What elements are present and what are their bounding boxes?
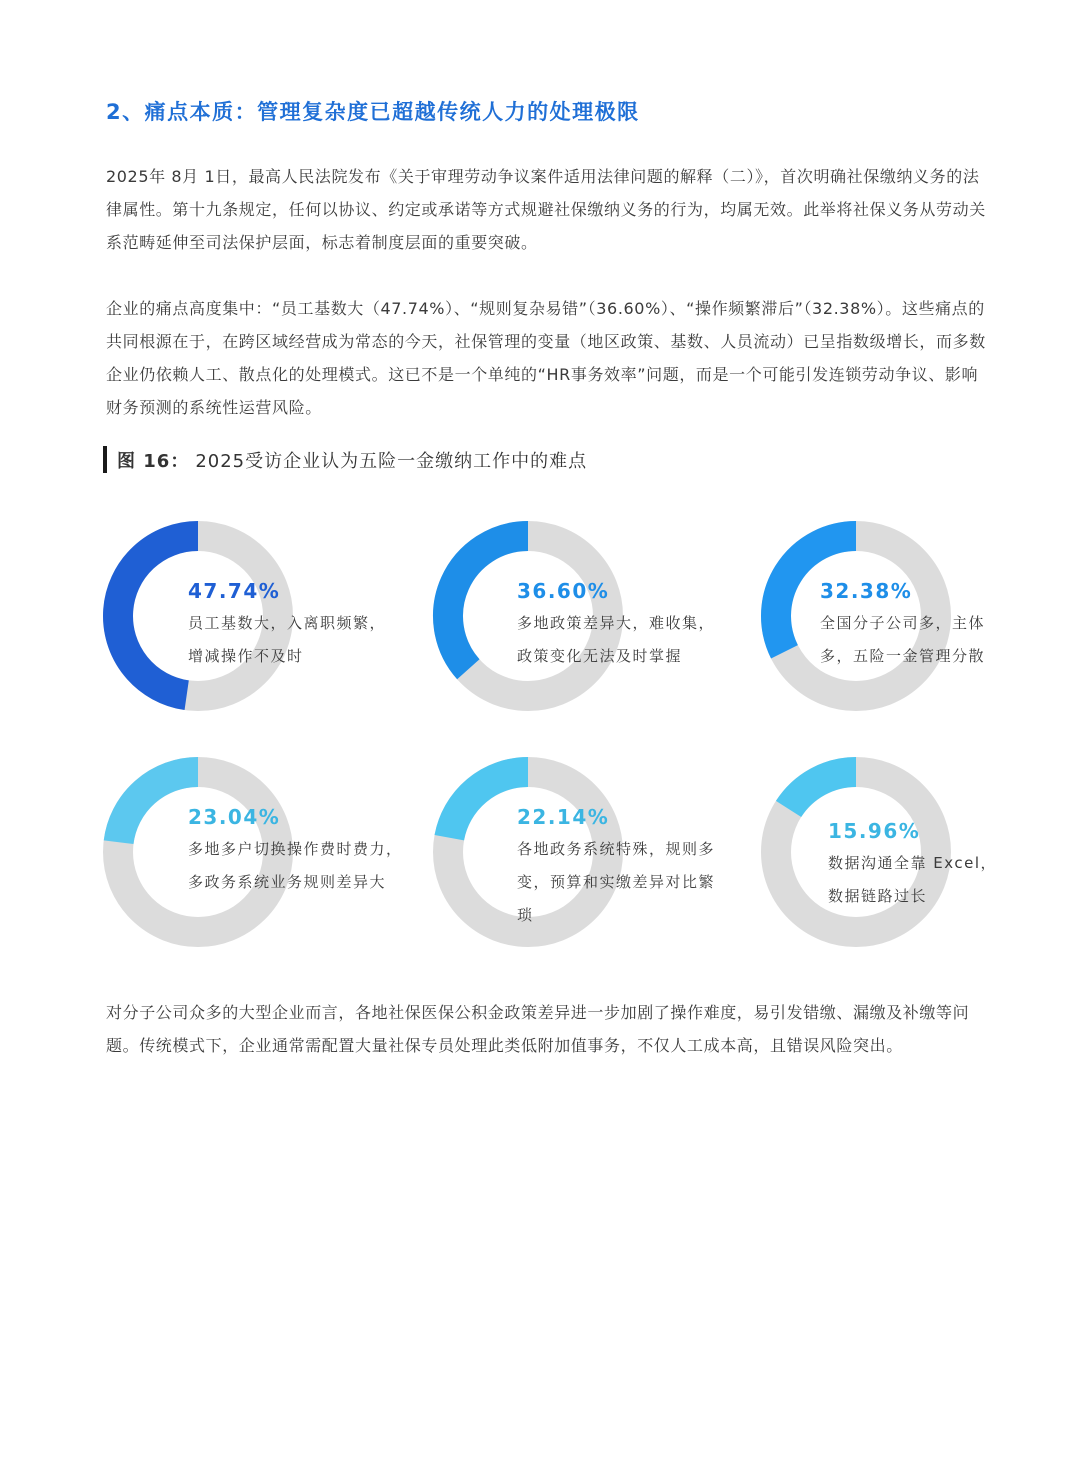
donut-description: 各地政务系统特殊，规则多 bbox=[517, 840, 716, 858]
donut-description: 琐 bbox=[517, 906, 534, 924]
donut-value-label: 15.96% bbox=[828, 819, 921, 843]
donut-description: 员工基数大，入离职频繁， bbox=[188, 614, 387, 632]
donut-2 bbox=[448, 536, 715, 696]
donut-value-label: 22.14% bbox=[517, 805, 610, 829]
donut-description: 数据链路过长 bbox=[828, 887, 928, 905]
donut-description: 变，预算和实缴差异对比繁 bbox=[517, 873, 716, 891]
donut-6 bbox=[776, 772, 997, 932]
donut-value-label: 47.74% bbox=[188, 579, 281, 603]
donut-description: 多，五险一金管理分散 bbox=[820, 647, 986, 665]
paragraph-pain-points: 企业的痛点高度集中：“员工基数大（47.74%）、“规则复杂易错”（36.60%）、“操作频繁滞后”（32.38%）。这些痛点的共同根源在于，在跨区域经营成为常态的今天，社保管理的变量（地区政策、基数、人员流动）已呈指数级增长，而多数企业仍依赖人工、散点化的处理模式。这已不是一个单纯的“HR事务效率”问题，而是一个可能引发连锁劳动争议、影响财务预测的系统性运营风险。 bbox=[106, 299, 986, 417]
donut-description: 多政务系统业务规则差异大 bbox=[188, 873, 387, 891]
donut-description: 多地多户切换操作费时费力， bbox=[188, 840, 403, 858]
paragraph-large-enterprise: 对分子公司众多的大型企业而言，各地社保医保公积金政策差异进一步加剧了操作难度，易引发错缴、漏缴及补缴等问题。传统模式下，企业通常需配置大量社保专员处理此类低附加值事务，不仅人工成本高，且错误风险突出。 bbox=[106, 1003, 970, 1055]
donut-1 bbox=[118, 536, 386, 696]
donut-5 bbox=[448, 772, 715, 932]
paragraph-legal-interpretation: 2025年 8月 1日，最高人民法院发布《关于审理劳动争议案件适用法律问题的解释（二）》，首次明确社保缴纳义务的法律属性。第十九条规定，任何以协议、约定或承诺等方式规避社保缴纳义务的行为，均属无效。此举将社保义务从劳动关系范畴延伸至司法保护层面，标志着制度层面的重要突破。 bbox=[106, 167, 986, 252]
donut-description: 数据沟通全靠 Excel， bbox=[828, 854, 998, 872]
section-heading: 2、痛点本质：管理复杂度已超越传统人力的处理极限 bbox=[106, 100, 640, 124]
donut-segment bbox=[448, 536, 528, 669]
donut-segment bbox=[118, 536, 198, 695]
figure-title: 2025受访企业认为五险一金缴纳工作中的难点 bbox=[195, 450, 588, 472]
donut-description: 全国分子公司多，主体 bbox=[820, 614, 986, 632]
donut-description: 增减操作不及时 bbox=[188, 647, 304, 665]
donut-description: 政策变化无法及时掌握 bbox=[517, 647, 683, 665]
donut-3 bbox=[776, 536, 985, 696]
donut-segment bbox=[119, 772, 198, 842]
donut-4 bbox=[118, 772, 403, 932]
donut-description: 多地政策差异大，难收集， bbox=[517, 614, 716, 632]
donut-value-label: 23.04% bbox=[188, 805, 281, 829]
figure-label: 图 16： bbox=[117, 450, 190, 472]
donut-segment bbox=[789, 772, 856, 809]
donut-value-label: 36.60% bbox=[517, 579, 610, 603]
donut-value-label: 32.38% bbox=[820, 579, 913, 603]
